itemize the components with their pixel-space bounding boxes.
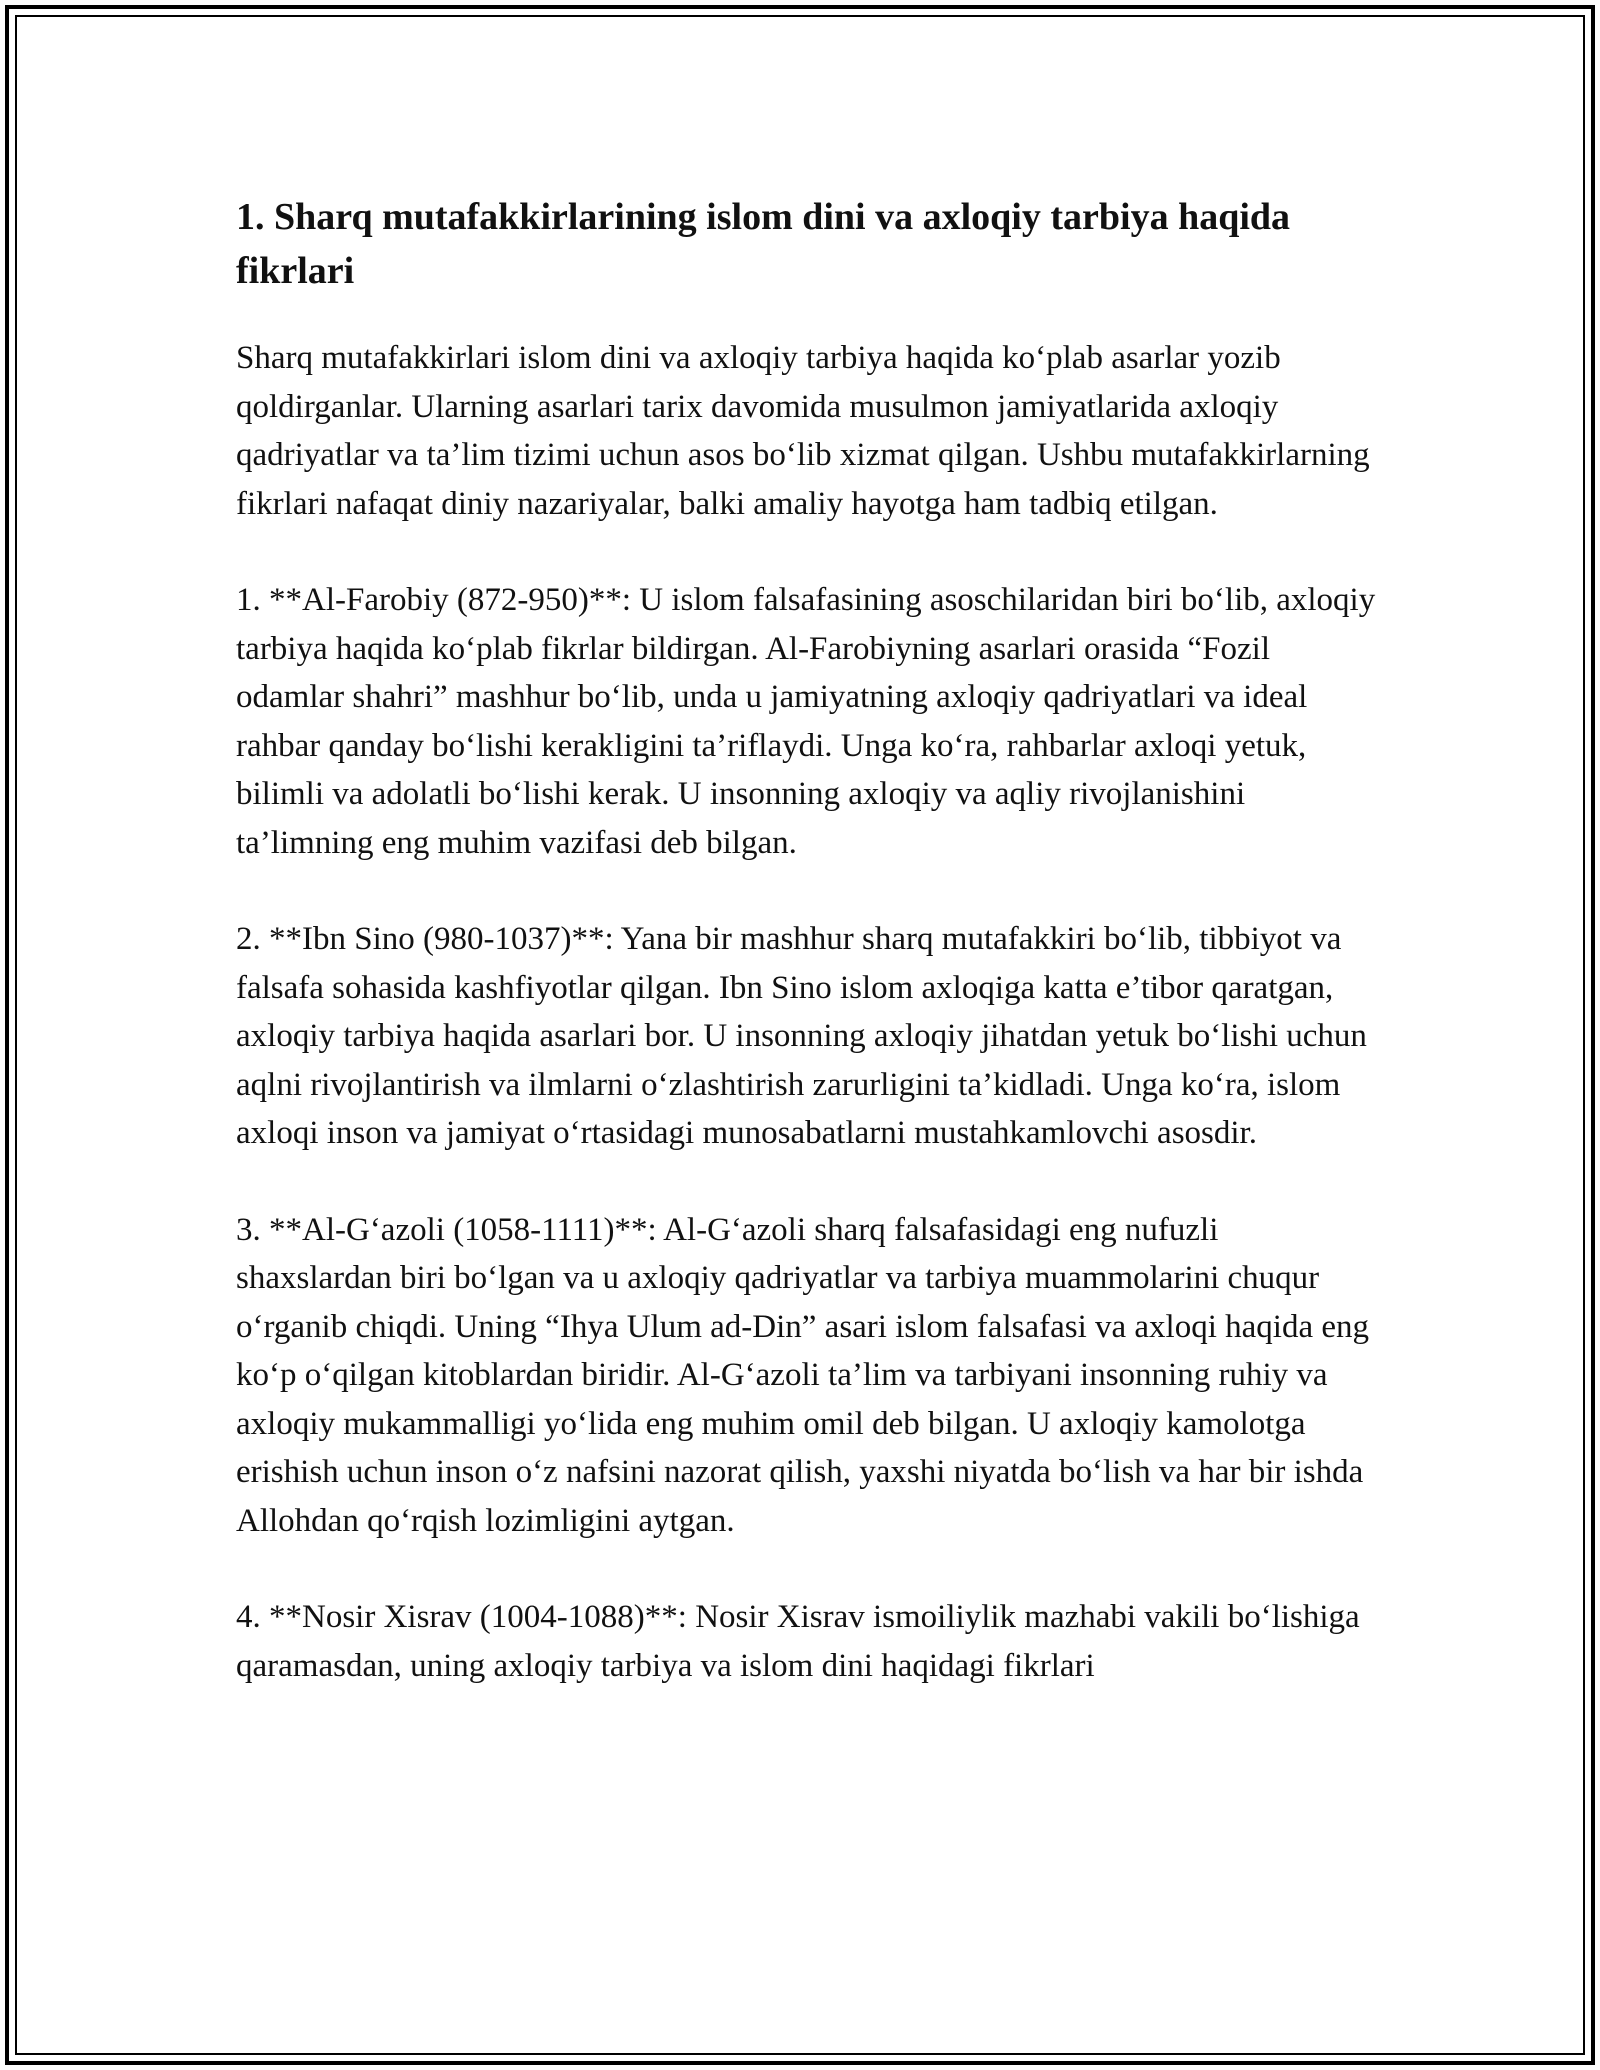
- intro-paragraph: Sharq mutafakkirlari islom dini va axloqiy tarbiya haqida ko‘plab asarlar yozib qoldirganlar. Ularning asarlari tarix davomida musulmon jamiyatlarida axloqiy qadriyatlar va ta’lim tizimi uchun asos bo‘lib xizmat qilgan. Ushbu mutafakkirlarning fikrlari nafaqat diniy nazariyalar, balki amaliy hayotga ham tadbiq etilgan.: [236, 340, 1370, 522]
- paragraph-al-gazoli: 3. **Al-G‘azoli (1058-1111)**: Al-G‘azoli sharq falsafasidagi eng nufuzli shaxslardan biri bo‘lgan va u axloqiy qadriyatlar va tarbiya muammolarini chuqur o‘rganib chiqdi. Uning “Ihya Ulum ad-Din” asari islom falsafasi va axloqi haqida eng ko‘p o‘qilgan kitoblardan biridir. Al-G‘azoli ta’lim va tarbiyani insonning ruhiy va axloqiy mukammalligi yo‘lida eng muhim omil deb bilgan. U axloqiy kamolotga erishish uchun inson o‘z nafsini nazorat qilish, yaxshi niyatda bo‘lish va har bir ishda Allohdan qo‘rqish lozimligini aytgan.: [236, 1211, 1369, 1539]
- paragraph-nosir-xisrav: 4. **Nosir Xisrav (1004-1088)**: Nosir Xisrav ismoiliylik mazhabi vakili bo‘lishiga qaramasdan, uning axloqiy tarbiya va islom dini haqidagi fikrlari: [236, 1599, 1360, 1684]
- paragraph-ibn-sino: 2. **Ibn Sino (980-1037)**: Yana bir mashhur sharq mutafakkiri bo‘lib, tibbiyot va falsafa sohasida kashfiyotlar qilgan. Ibn Sino islom axloqiga katta e’tibor qaratgan, axloqiy tarbiya haqida asarlari bor. U insonning axloqiy jihatdan yetuk bo‘lishi uchun aqlni rivojlantirish va ilmlarni o‘zlashtirish zarurligini ta’kidladi. Unga ko‘ra, islom axloqi inson va jamiyat o‘rtasidagi munosabatlarni mustahkamlovchi asosdir.: [236, 921, 1367, 1151]
- document-page: [236, 190, 1376, 1690]
- document-title: 1. Sharq mutafakkirlarining islom dini va axloqiy tarbiya haqida fikrlari: [236, 196, 1291, 292]
- paragraph-al-farobiy: 1. **Al-Farobiy (872-950)**: U islom falsafasining asoschilaridan biri bo‘lib, axloqiy tarbiya haqida ko‘plab fikrlar bildirgan. Al-Farobiyning asarlari orasida “Fozil odamlar shahri” mashhur bo‘lib, unda u jamiyatning axloqiy qadriyatlari va ideal rahbar qanday bo‘lishi kerakligini ta’riflaydi. Unga ko‘ra, rahbarlar axloqi yetuk, bilimli va adolatli bo‘lishi kerak. U insonning axloqiy va aqliy rivojlanishini ta’limning eng muhim vazifasi deb bilgan.: [236, 582, 1376, 861]
